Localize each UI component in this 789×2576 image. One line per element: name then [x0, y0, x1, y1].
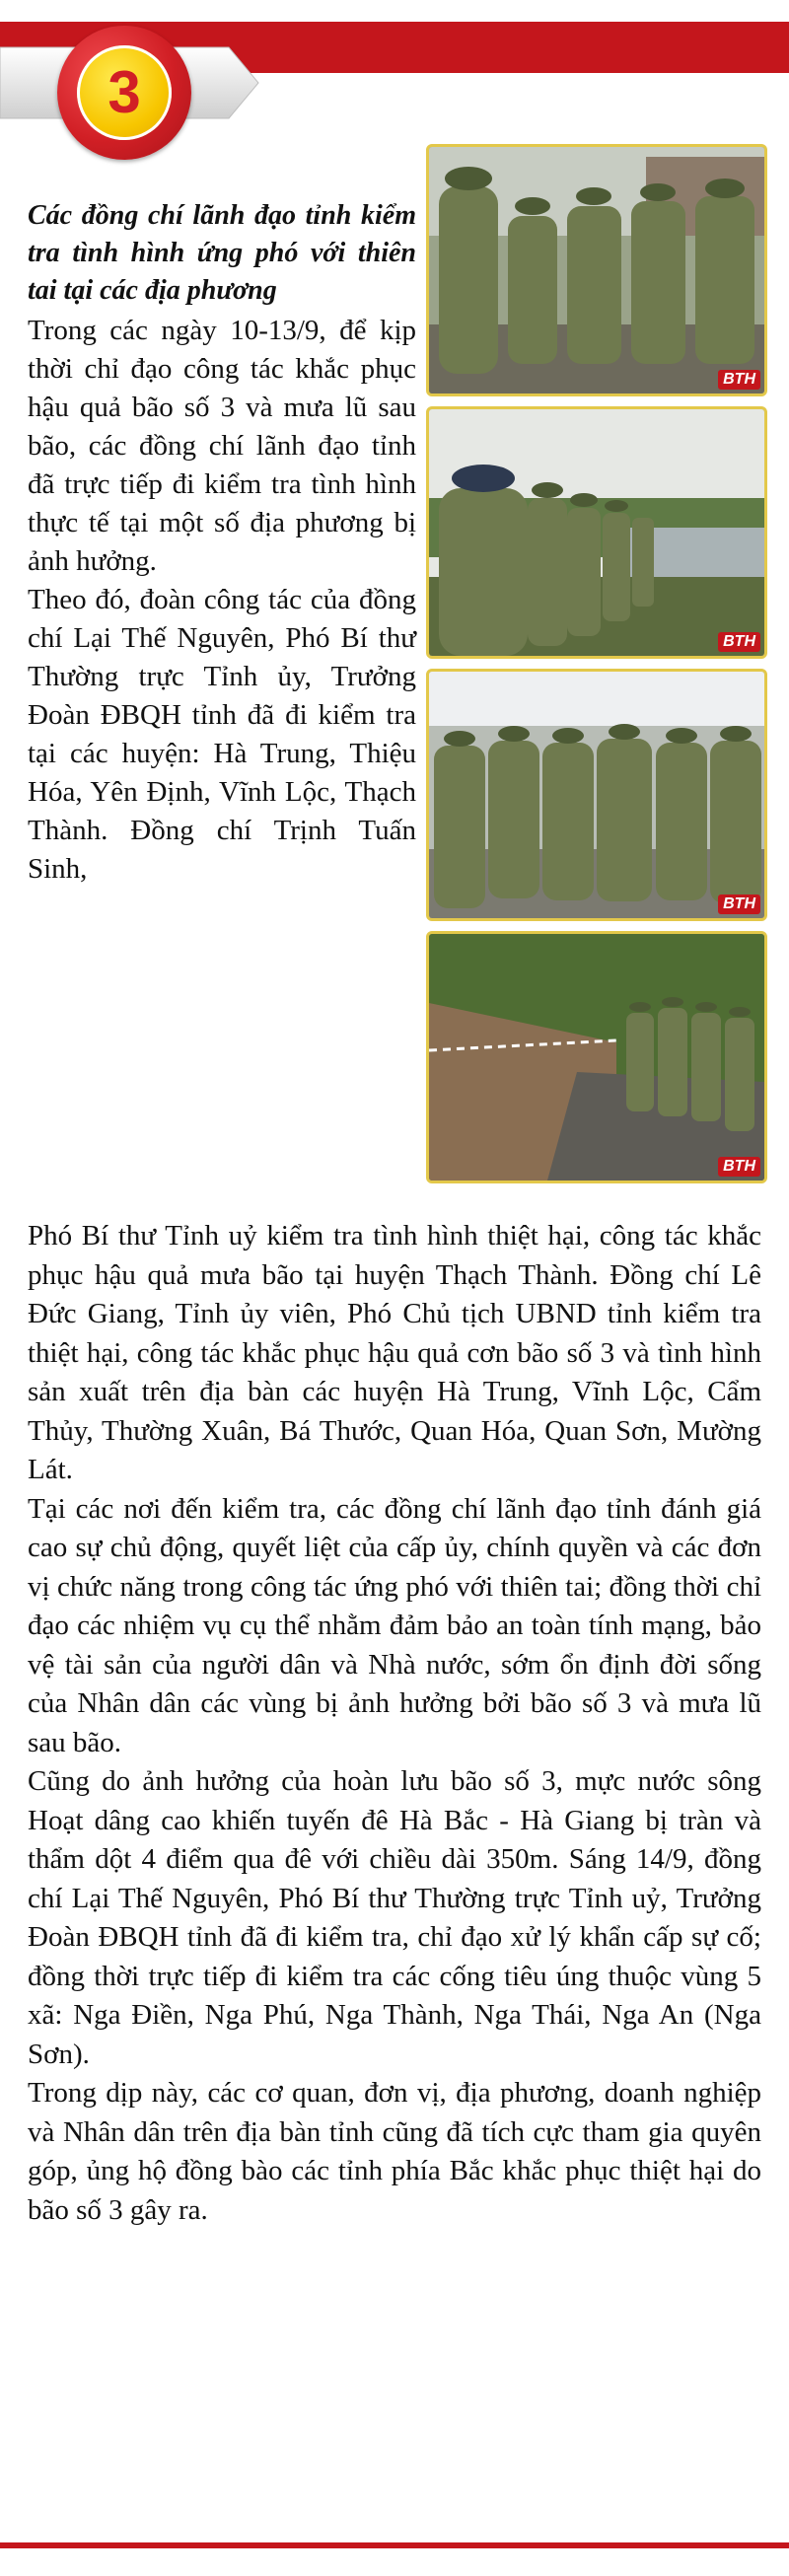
photo-logo: BTH [718, 632, 760, 652]
photo-logo: BTH [718, 370, 760, 390]
photo-officials-landslide [426, 931, 767, 1183]
paragraph: Phó Bí thư Tỉnh uỷ kiểm tra tình hình thiệt hại, công tác khắc phục hậu quả mưa bão tại huyện Thạch Thành. Đồng chí Lê Đức Giang, Tỉnh ủy viên, Phó Chủ tịch UBND tỉnh kiểm tra thiệt hại, công tác khắc phục hậu quả cơn bão số 3 và tình hình sản xuất trên địa bàn các huyện Hà Trung, Vĩnh Lộc, Cẩm Thủy, Thường Xuân, Bá Thước, Quan Hóa, Quan Sơn, Mường Lát. [28, 1220, 761, 1485]
paragraph: Trong các ngày 10-13/9, để kịp thời chỉ đạo công tác khắc phục hậu quả bão số 3 và mưa lũ sau bão, các đồng chí lãnh đạo tỉnh đã trực tiếp đi kiểm tra tình hình thực tế tại một số địa phương bị ảnh hưởng. [28, 315, 416, 577]
photo-officials-riverbank [426, 406, 767, 659]
section-number: 3 [108, 59, 141, 125]
article-wide-column [28, 1217, 761, 2230]
footer-red-line [0, 2542, 789, 2548]
paragraph: Theo đó, đoàn công tác của đồng chí Lại Thế Nguyên, Phó Bí thư Thường trực Tỉnh ủy, Trưởng Đoàn ĐBQH tỉnh đã đi kiểm tra tại các huyện: Hà Trung, Thiệu Hóa, Yên Định, Vĩnh Lộc, Thạch Thành. Đồng chí Trịnh Tuấn Sinh, [28, 584, 416, 885]
paragraph: Cũng do ảnh hưởng của hoàn lưu bão số 3, mực nước sông Hoạt dâng cao khiến tuyến đê Hà Bắc - Hà Giang bị tràn và thẩm dột 4 điểm qua đê với chiều dài 350m. Sáng 14/9, đồng chí Lại Thế Nguyên, Phó Bí thư Thường trực Tỉnh uỷ, Trưởng Đoàn ĐBQH tỉnh đã đi kiểm tra, chỉ đạo xử lý khẩn cấp sự cố; đồng thời trực tiếp đi kiểm tra các cống tiêu úng thuộc vùng 5 xã: Nga Điền, Nga Phú, Nga Thành, Nga Thái, Nga An (Nga Sơn). [28, 1765, 761, 2070]
photo-logo: BTH [718, 894, 760, 914]
article-headline: Các đồng chí lãnh đạo tỉnh kiểm tra tình hình ứng phó với thiên tai tại các địa phương [28, 200, 416, 306]
photo-column [426, 144, 767, 1193]
paragraph: Tại các nơi đến kiểm tra, các đồng chí lãnh đạo tỉnh đánh giá cao sự chủ động, quyết liệt của cấp ủy, chính quyền và các đơn vị chức năng trong công tác ứng phó với thiên tai; đồng thời chỉ đạo các nhiệm vụ cụ thể nhằm đảm bảo an toàn tính mạng, bảo vệ tài sản của người dân và Nhà nước, sớm ổn định đời sống của Nhân dân các vùng bị ảnh hưởng bởi bão số 3 và mưa lũ sau bão. [28, 1492, 761, 1758]
photo-officials-tent [426, 669, 767, 921]
paragraph: Trong dịp này, các cơ quan, đơn vị, địa phương, doanh nghiệp và Nhân dân trên địa bàn tỉnh cũng đã tích cực tham gia quyên góp, ủng hộ đồng bào các tỉnh phía Bắc khắc phục thiệt hại do bão số 3 gây ra. [28, 2077, 761, 2226]
article-narrow-column [28, 197, 416, 889]
section-number-disc [77, 45, 172, 140]
photo-logo: BTH [718, 1157, 760, 1177]
photo-officials-inspection [426, 144, 767, 396]
